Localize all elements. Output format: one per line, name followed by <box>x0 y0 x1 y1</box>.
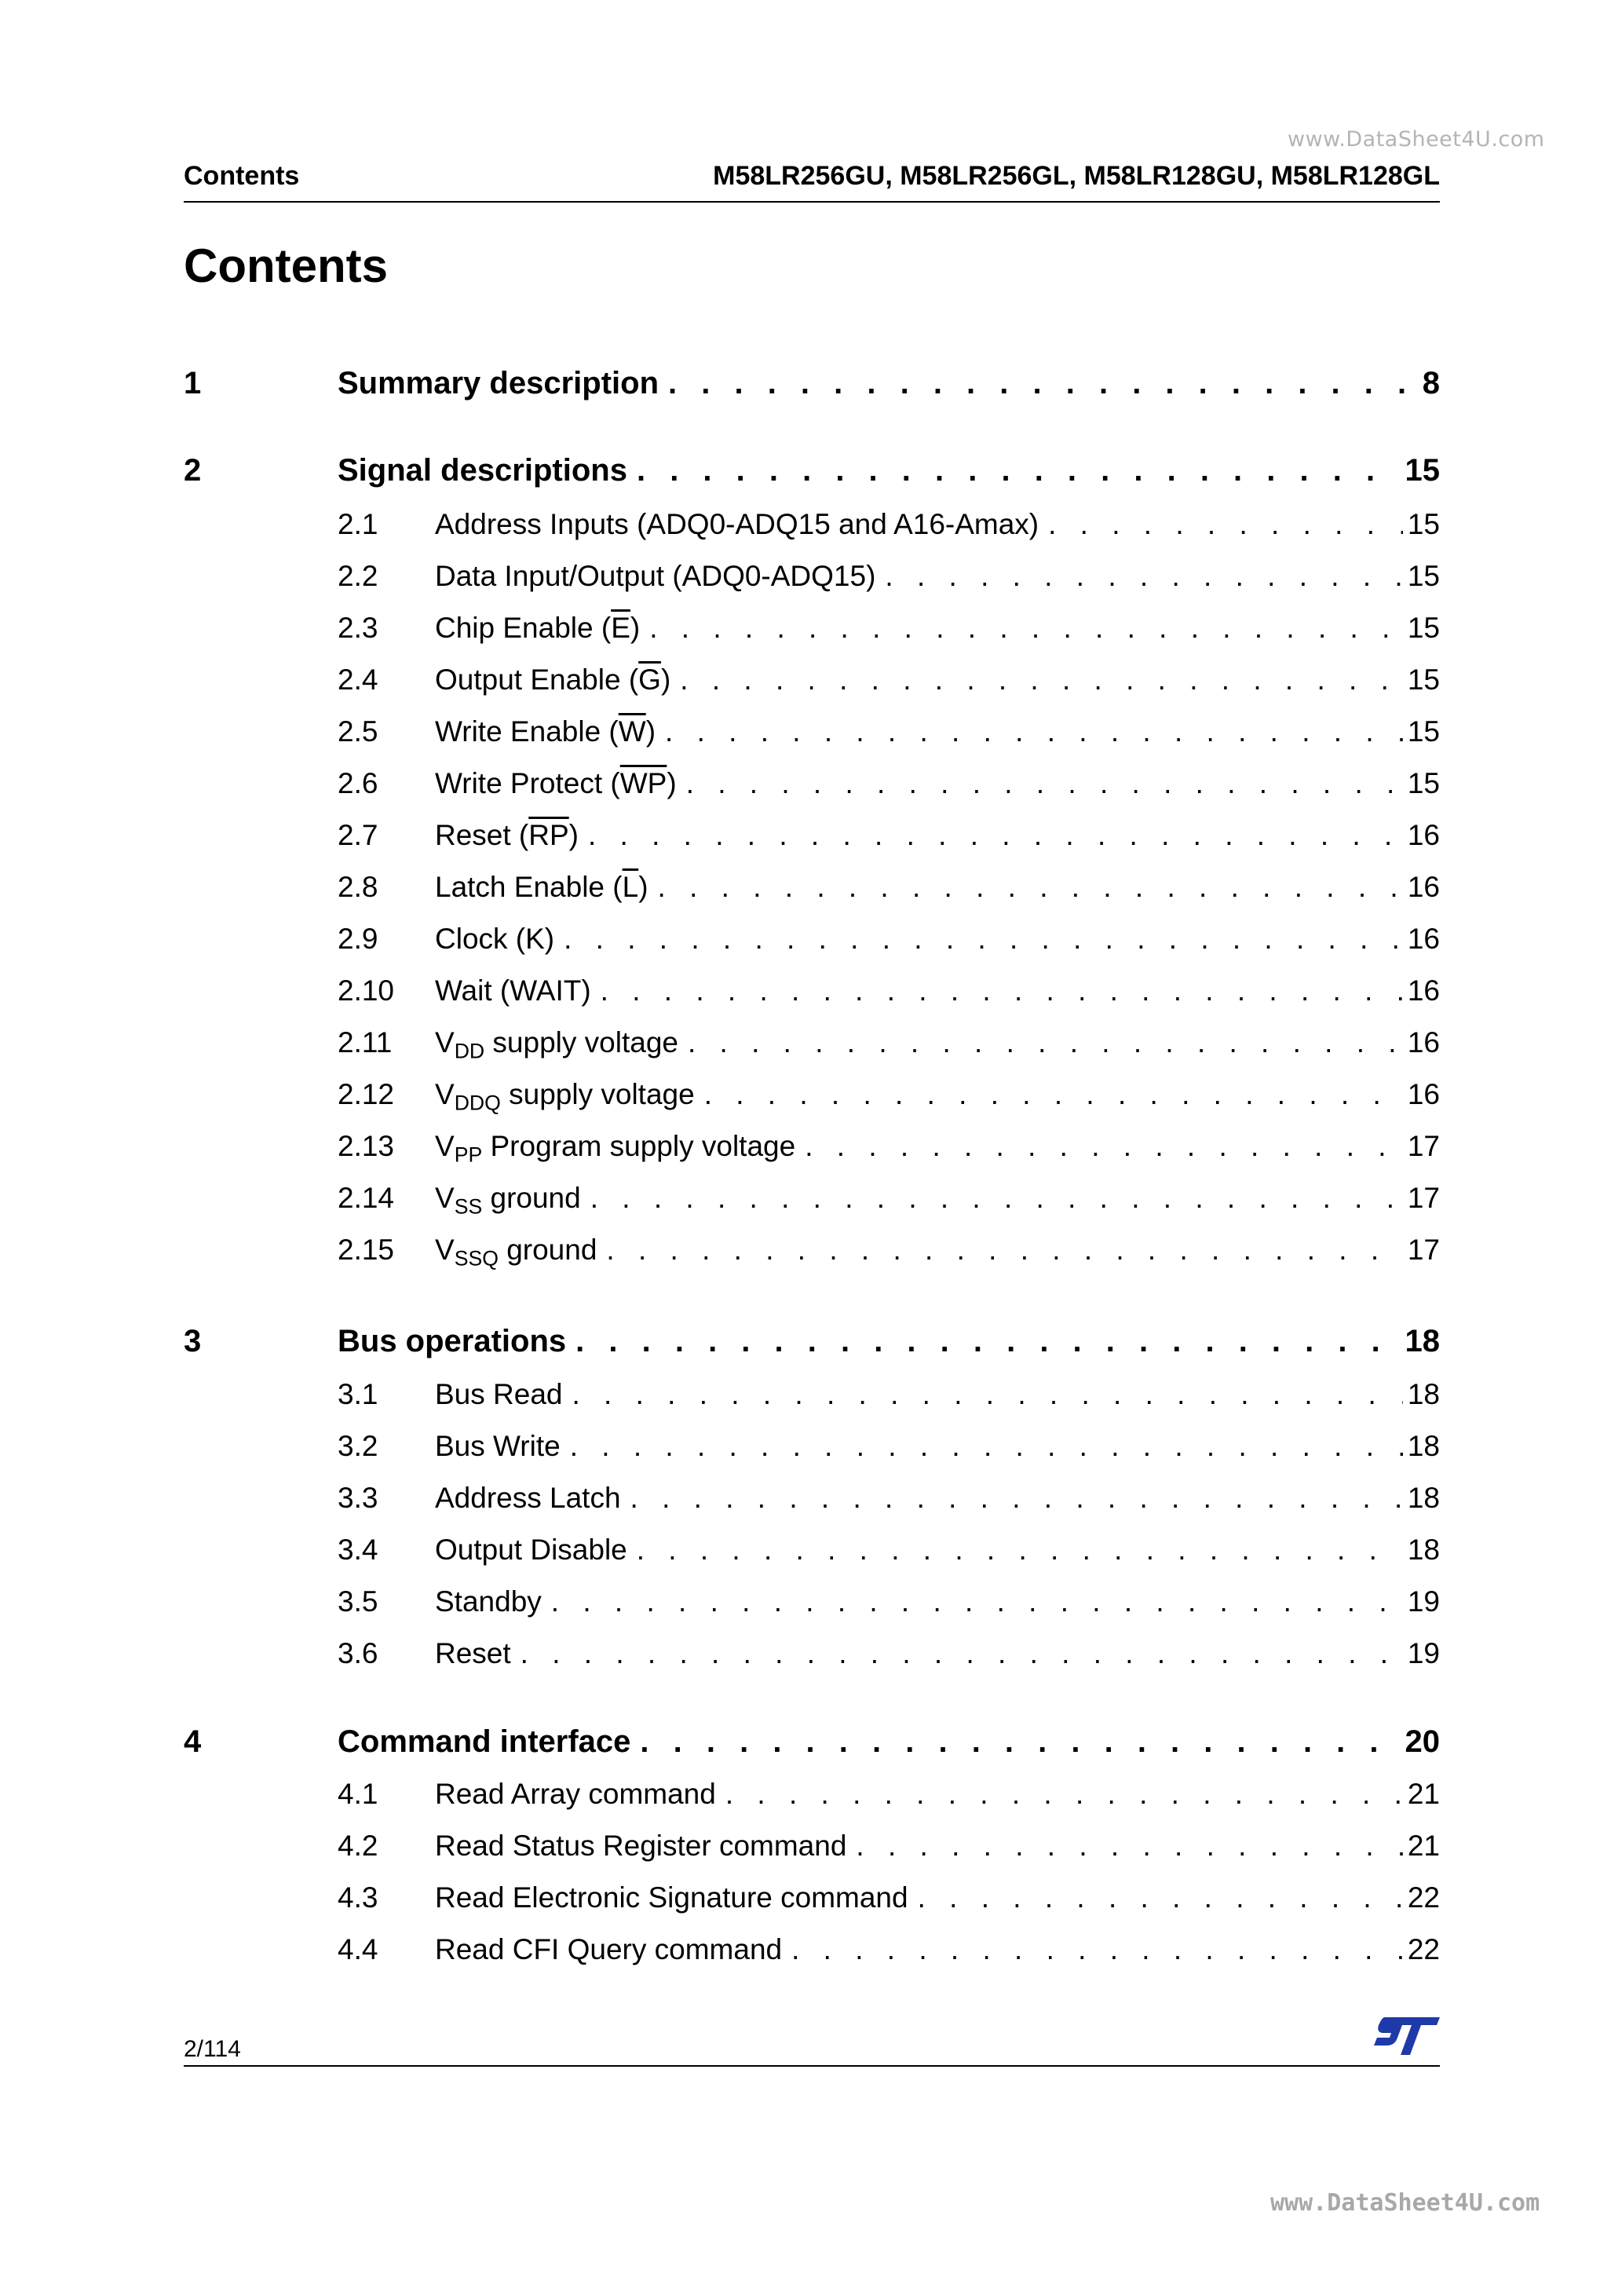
toc-page: 15 <box>1407 767 1440 799</box>
watermark-top: www.DataSheet4U.com <box>1288 127 1545 152</box>
dot-leader <box>668 366 1418 401</box>
toc-page: 15 <box>1407 612 1440 644</box>
toc-number: 2.15 <box>338 1234 395 1266</box>
dot-leader <box>686 767 1403 800</box>
dot-leader <box>791 1933 1403 1966</box>
toc-item-2-9[interactable] <box>184 923 1440 967</box>
toc-number: 3.4 <box>338 1534 378 1566</box>
toc-page: 15 <box>1407 508 1440 540</box>
toc-number: 2.11 <box>338 1026 393 1058</box>
toc-item-3-3[interactable] <box>184 1482 1440 1526</box>
dot-leader <box>649 612 1403 645</box>
toc-item-4-3[interactable] <box>184 1881 1440 1925</box>
toc-number: 2.5 <box>338 715 378 748</box>
toc-item-4-2[interactable] <box>184 1830 1440 1874</box>
toc-page: 16 <box>1407 1078 1440 1110</box>
toc-page: 20 <box>1405 1724 1440 1759</box>
toc-number: 3.5 <box>338 1585 378 1618</box>
toc-label: Standby <box>435 1585 542 1618</box>
toc-item-2-10[interactable] <box>184 974 1440 1018</box>
toc-number: 1 <box>184 366 202 400</box>
toc-page: 17 <box>1407 1234 1440 1266</box>
running-header-right: M58LR256GU, M58LR256GL, M58LR128GU, M58LR128GL <box>713 161 1440 191</box>
toc-label: Summary description <box>338 366 659 400</box>
toc-number: 2.10 <box>338 974 395 1007</box>
toc-label: Write Enable $(\overline{W})$ <box>435 715 656 748</box>
toc-number: 2.12 <box>338 1078 395 1110</box>
toc-number: 2.13 <box>338 1130 395 1162</box>
toc-label: Read CFI Query command <box>435 1933 783 1965</box>
toc-label: Write Protect $(\overline{WP})$ <box>435 767 677 799</box>
toc-page: 15 <box>1407 664 1440 696</box>
dot-leader <box>637 453 1401 488</box>
toc-page: 21 <box>1407 1830 1440 1862</box>
toc-number: 3.2 <box>338 1430 378 1462</box>
toc-label: Read Electronic Signature command <box>435 1881 908 1914</box>
active-low-signal: $\overline{RP}$ <box>528 819 569 851</box>
toc-label: Output Enable $(\overline{G})$ <box>435 664 671 696</box>
toc-page: 15 <box>1407 715 1440 748</box>
toc-item-3-4[interactable] <box>184 1534 1440 1578</box>
active-low-signal: $\overline{WP}$ <box>619 767 667 799</box>
toc-label: Command interface <box>338 1724 631 1759</box>
toc-page: 16 <box>1407 819 1440 851</box>
toc-number: 4.2 <box>338 1830 378 1862</box>
toc-section-3[interactable] <box>184 1324 1440 1368</box>
toc-page: 15 <box>1405 453 1440 488</box>
dot-leader <box>630 1482 1403 1515</box>
toc-label: $V_{PP}$ Program supply voltage <box>435 1130 796 1167</box>
page-number: 2/114 <box>184 2036 241 2062</box>
toc-item-2-4[interactable] <box>184 664 1440 707</box>
toc-page: 19 <box>1407 1585 1440 1618</box>
dot-leader <box>658 871 1403 904</box>
dot-leader <box>665 715 1403 748</box>
toc-label: Clock (K) <box>435 923 555 955</box>
toc-number: 2.1 <box>338 508 378 540</box>
toc-label: Data Input/Output (ADQ0-ADQ15) <box>435 560 876 592</box>
toc-number: 3.3 <box>338 1482 378 1514</box>
toc-item-2-14[interactable] <box>184 1182 1440 1226</box>
running-header-left: Contents <box>184 161 300 191</box>
toc-item-3-5[interactable] <box>184 1585 1440 1629</box>
toc-page: 22 <box>1407 1881 1440 1914</box>
active-low-signal: $\overline{G}$ <box>638 664 661 696</box>
dot-leader <box>521 1637 1403 1670</box>
dot-leader <box>885 560 1402 593</box>
toc-label: Bus Write <box>435 1430 561 1462</box>
dot-leader <box>588 819 1403 852</box>
footer-rule <box>184 2065 1440 2067</box>
toc-number: 2.7 <box>338 819 378 851</box>
toc-item-2-5[interactable] <box>184 715 1440 759</box>
toc-page: 18 <box>1407 1482 1440 1514</box>
toc-page: 18 <box>1407 1430 1440 1462</box>
st-logo-icon <box>1374 2016 1440 2057</box>
toc-label: Wait (WAIT) <box>435 974 591 1007</box>
toc-section-2[interactable] <box>184 453 1440 497</box>
toc-label: Bus operations <box>338 1324 567 1358</box>
dot-leader <box>572 1378 1403 1411</box>
toc-number: 4 <box>184 1724 202 1759</box>
dot-leader <box>601 974 1403 1007</box>
toc-label: Bus Read <box>435 1378 563 1410</box>
toc-item-2-7[interactable] <box>184 819 1440 863</box>
dot-leader <box>688 1026 1403 1059</box>
toc-number: 3.1 <box>338 1378 378 1410</box>
toc-number: 2.2 <box>338 560 378 592</box>
active-low-signal: $\overline{E}$ <box>611 612 630 644</box>
toc-number: 2.9 <box>338 923 378 955</box>
toc-page: 21 <box>1407 1778 1440 1810</box>
toc-label: Chip Enable $(\overline{E})$ <box>435 612 641 644</box>
table-of-contents <box>184 0 1440 2296</box>
toc-item-2-11[interactable] <box>184 1026 1440 1070</box>
toc-label: $V_{SS}$ ground <box>435 1182 581 1219</box>
dot-leader <box>805 1130 1403 1163</box>
toc-label: Reset $(\overline{RP})$ <box>435 819 579 851</box>
toc-number: 2.3 <box>338 612 378 644</box>
toc-label: $V_{DDQ}$ supply voltage <box>435 1078 695 1115</box>
toc-item-3-6[interactable] <box>184 1637 1440 1681</box>
toc-item-2-13[interactable] <box>184 1130 1440 1174</box>
toc-page: 16 <box>1407 923 1440 955</box>
dot-leader <box>704 1078 1403 1111</box>
toc-page: 18 <box>1407 1378 1440 1410</box>
toc-label: Address Inputs (ADQ0-ADQ15 and A16-Amax) <box>435 508 1039 540</box>
dot-leader <box>575 1324 1400 1359</box>
toc-label: $V_{SSQ}$ ground <box>435 1234 597 1270</box>
toc-label: Read Status Register command <box>435 1830 847 1862</box>
toc-label: Latch Enable $(\overline{L})$ <box>435 871 648 903</box>
toc-number: 3.6 <box>338 1637 378 1669</box>
page-title: Contents <box>184 239 388 292</box>
toc-number: 2.14 <box>338 1182 395 1214</box>
dot-leader <box>680 664 1403 696</box>
toc-item-3-1[interactable] <box>184 1378 1440 1422</box>
toc-page: 22 <box>1407 1933 1440 1965</box>
toc-page: 19 <box>1407 1637 1440 1669</box>
toc-section-1[interactable] <box>184 366 1440 410</box>
toc-number: 2.6 <box>338 767 378 799</box>
toc-item-4-1[interactable] <box>184 1778 1440 1822</box>
dot-leader <box>918 1881 1403 1914</box>
toc-page: 17 <box>1407 1182 1440 1214</box>
toc-item-3-2[interactable] <box>184 1430 1440 1474</box>
toc-item-2-6[interactable] <box>184 767 1440 811</box>
toc-label: Reset <box>435 1637 511 1669</box>
dot-leader <box>640 1724 1400 1760</box>
toc-number: 4.3 <box>338 1881 378 1914</box>
dot-leader <box>564 923 1403 956</box>
dot-leader <box>637 1534 1403 1567</box>
dot-leader <box>856 1830 1402 1863</box>
toc-page: 18 <box>1405 1324 1440 1358</box>
toc-item-2-15[interactable] <box>184 1234 1440 1278</box>
toc-label: Read Array command <box>435 1778 716 1810</box>
dot-leader <box>590 1182 1403 1215</box>
toc-page: 18 <box>1407 1534 1440 1566</box>
toc-number: 2.8 <box>338 871 378 903</box>
toc-page: 17 <box>1407 1130 1440 1162</box>
toc-page: 8 <box>1422 366 1440 400</box>
toc-page: 16 <box>1407 974 1440 1007</box>
toc-item-2-1[interactable] <box>184 508 1440 552</box>
toc-label: $V_{DD}$ supply voltage <box>435 1026 678 1063</box>
dot-leader <box>725 1778 1403 1811</box>
toc-item-2-8[interactable] <box>184 871 1440 915</box>
toc-item-2-12[interactable] <box>184 1078 1440 1122</box>
dot-leader <box>606 1234 1402 1267</box>
toc-page: 16 <box>1407 1026 1440 1058</box>
toc-number: 3 <box>184 1324 202 1358</box>
toc-number: 2 <box>184 453 202 488</box>
toc-item-2-3[interactable] <box>184 612 1440 656</box>
toc-page: 16 <box>1407 871 1440 903</box>
toc-number: 4.4 <box>338 1933 378 1965</box>
toc-label: Signal descriptions <box>338 453 627 488</box>
toc-number: 4.1 <box>338 1778 378 1810</box>
toc-item-4-4[interactable] <box>184 1933 1440 1977</box>
toc-label: Address Latch <box>435 1482 621 1514</box>
toc-label: Output Disable <box>435 1534 627 1566</box>
dot-leader <box>551 1585 1403 1618</box>
toc-number: 2.4 <box>338 664 378 696</box>
dot-leader <box>1048 508 1403 541</box>
active-low-signal: $\overline{W}$ <box>618 715 646 748</box>
dot-leader <box>570 1430 1403 1463</box>
toc-item-2-2[interactable] <box>184 560 1440 604</box>
watermark-bottom: www.DataSheet4U.com <box>1270 2189 1540 2217</box>
toc-page: 15 <box>1407 560 1440 592</box>
toc-section-4[interactable] <box>184 1724 1440 1768</box>
active-low-signal: $\overline{L}$ <box>622 871 639 903</box>
